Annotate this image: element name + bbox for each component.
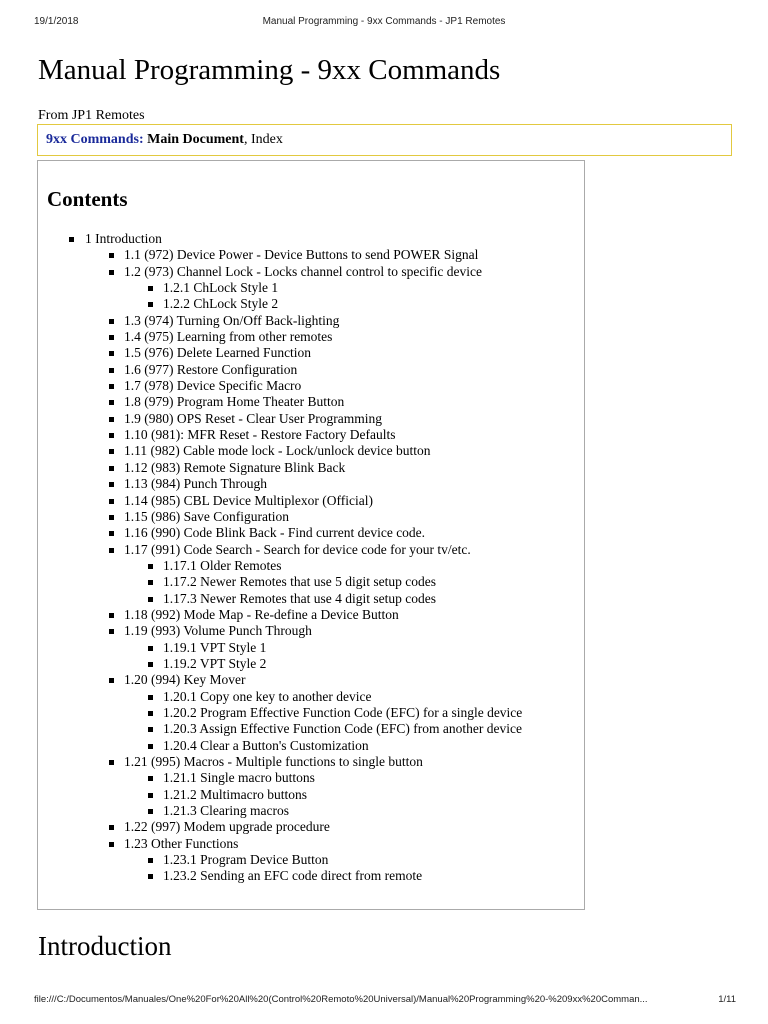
toc-item-link[interactable]: 1.17.3 Newer Remotes that use 4 digit setup codes xyxy=(163,590,436,606)
bullet-icon xyxy=(109,629,114,634)
toc-item-link[interactable]: 1.9 (980) OPS Reset - Clear User Programming xyxy=(124,410,382,426)
toc-item[interactable] xyxy=(38,558,584,574)
toc-item-link[interactable]: 1.15 (986) Save Configuration xyxy=(124,508,289,524)
nav-label: 9xx Commands: xyxy=(46,132,144,147)
bullet-icon xyxy=(109,351,114,356)
from-line: From JP1 Remotes xyxy=(38,108,145,123)
toc-item-link[interactable]: 1.14 (985) CBL Device Multiplexor (Official) xyxy=(124,492,373,508)
toc-item-link[interactable]: 1.2.1 ChLock Style 1 xyxy=(163,280,279,296)
toc-item[interactable] xyxy=(38,460,584,476)
toc-item[interactable] xyxy=(38,689,584,705)
toc-item-link[interactable]: 1.1 (972) Device Power - Device Buttons to send POWER Signal xyxy=(124,247,479,263)
bullet-icon xyxy=(109,270,114,275)
toc-item[interactable] xyxy=(38,329,584,345)
toc-item[interactable] xyxy=(38,705,584,721)
bullet-icon xyxy=(148,646,153,651)
toc-item-link[interactable]: 1.11 (982) Cable mode lock - Lock/unlock device button xyxy=(124,443,431,459)
toc-item-link[interactable]: 1.23.2 Sending an EFC code direct from remote xyxy=(163,868,423,884)
bullet-icon xyxy=(109,531,114,536)
section-heading-introduction: Introduction xyxy=(38,931,172,961)
bullet-icon xyxy=(148,809,153,814)
bullet-icon xyxy=(69,237,74,242)
toc-item[interactable] xyxy=(38,721,584,737)
bullet-icon xyxy=(109,400,114,405)
nav-separator: , xyxy=(243,132,251,147)
bullet-icon xyxy=(148,874,153,879)
toc-item[interactable] xyxy=(38,525,584,541)
nav-box xyxy=(37,124,732,156)
toc-item[interactable] xyxy=(38,247,584,263)
toc-item[interactable] xyxy=(38,819,584,835)
toc-item-link[interactable]: 1.6 (977) Restore Configuration xyxy=(124,361,298,377)
bullet-icon xyxy=(109,515,114,520)
toc-item-link[interactable]: 1.21.3 Clearing macros xyxy=(163,803,289,819)
print-page-title: Manual Programming - 9xx Commands - JP1 Remotes xyxy=(262,16,506,27)
bullet-icon xyxy=(109,842,114,847)
bullet-icon xyxy=(148,662,153,667)
toc-item[interactable] xyxy=(38,394,584,410)
toc-item-link[interactable]: 1.4 (975) Learning from other remotes xyxy=(124,329,333,345)
toc-item[interactable] xyxy=(38,803,584,819)
toc-item[interactable] xyxy=(38,296,584,312)
bullet-icon xyxy=(148,580,153,585)
toc-item-link[interactable]: 1.23.1 Program Device Button xyxy=(163,852,329,868)
toc-item-link[interactable]: 1.18 (992) Mode Map - Re-define a Device Button xyxy=(124,606,399,622)
toc-item-link[interactable]: 1.22 (997) Modem upgrade procedure xyxy=(124,819,330,835)
table-of-contents xyxy=(37,160,585,910)
toc-item-link[interactable]: 1.12 (983) Remote Signature Blink Back xyxy=(124,459,346,475)
page-title: Manual Programming - 9xx Commands xyxy=(38,54,501,86)
toc-item[interactable] xyxy=(38,231,584,247)
toc-item[interactable] xyxy=(38,264,584,280)
toc-item[interactable] xyxy=(38,280,584,296)
bullet-icon xyxy=(109,449,114,454)
bullet-icon xyxy=(109,368,114,373)
bullet-icon xyxy=(148,727,153,732)
bullet-icon xyxy=(109,466,114,471)
toc-item-link[interactable]: 1.23 Other Functions xyxy=(124,835,239,851)
toc-item[interactable] xyxy=(38,754,584,770)
toc-item[interactable] xyxy=(38,656,584,672)
bullet-icon xyxy=(148,302,153,307)
bullet-icon xyxy=(148,858,153,863)
toc-item-link[interactable]: 1.5 (976) Delete Learned Function xyxy=(124,345,312,361)
toc-item[interactable] xyxy=(38,345,584,361)
bullet-icon xyxy=(109,433,114,438)
bullet-icon xyxy=(109,678,114,683)
toc-item-link[interactable]: 1.20.4 Clear a Button's Customization xyxy=(163,737,369,753)
toc-item-link[interactable]: 1.16 (990) Code Blink Back - Find current device code. xyxy=(124,525,426,541)
toc-item[interactable] xyxy=(38,852,584,868)
toc-item-link[interactable]: 1.20 (994) Key Mover xyxy=(124,672,246,688)
bullet-icon xyxy=(109,548,114,553)
toc-item[interactable] xyxy=(38,493,584,509)
bullet-icon xyxy=(148,776,153,781)
toc-item-link[interactable]: 1.20.3 Assign Effective Function Code (EFC) from another device xyxy=(163,721,522,737)
toc-item[interactable] xyxy=(38,574,584,590)
toc-item-link[interactable]: 1.19.2 VPT Style 2 xyxy=(163,655,267,671)
print-footer xyxy=(0,994,768,1008)
toc-item[interactable] xyxy=(38,738,584,754)
toc-item-link[interactable]: 1.2.2 ChLock Style 2 xyxy=(163,296,279,312)
bullet-icon xyxy=(109,499,114,504)
toc-item-link[interactable]: 1.17.2 Newer Remotes that use 5 digit setup codes xyxy=(163,574,436,590)
print-url: file:///C:/Documentos/Manuales/One%20For%20All%20(Control%20Remoto%20Universal)/Manual%20Programming%20-%209xx%20Comman... xyxy=(34,994,648,1005)
toc-item[interactable] xyxy=(38,607,584,623)
nav-main-document-link[interactable]: Main Document xyxy=(147,132,244,147)
toc-item-link[interactable]: 1 Introduction xyxy=(85,231,162,246)
toc-item[interactable] xyxy=(38,623,584,639)
toc-item[interactable] xyxy=(38,378,584,394)
bullet-icon xyxy=(148,564,153,569)
toc-item-link[interactable]: 1.3 (974) Turning On/Off Back-lighting xyxy=(124,312,340,328)
toc-item-link[interactable]: 1.2 (973) Channel Lock - Locks channel control to specific device xyxy=(124,263,483,279)
toc-item[interactable] xyxy=(38,313,584,329)
toc-item-link[interactable]: 1.21.1 Single macro buttons xyxy=(163,770,315,786)
bullet-icon xyxy=(109,319,114,324)
bullet-icon xyxy=(148,793,153,798)
toc-item[interactable] xyxy=(38,770,584,786)
print-header xyxy=(0,16,768,30)
toc-item-link[interactable]: 1.21.2 Multimacro buttons xyxy=(163,786,307,802)
bullet-icon xyxy=(148,695,153,700)
toc-item-link[interactable]: 1.7 (978) Device Specific Macro xyxy=(124,378,302,394)
bullet-icon xyxy=(109,335,114,340)
toc-title: Contents xyxy=(47,187,128,211)
bullet-icon xyxy=(148,597,153,602)
bullet-icon xyxy=(109,613,114,618)
toc-item[interactable] xyxy=(38,640,584,656)
toc-item[interactable] xyxy=(38,591,584,607)
toc-item[interactable] xyxy=(38,672,584,688)
print-page-number: 1/11 xyxy=(718,994,736,1005)
toc-item-link[interactable]: 1.20.2 Program Effective Function Code (EFC) for a single device xyxy=(163,704,523,720)
bullet-icon xyxy=(109,482,114,487)
bullet-icon xyxy=(148,711,153,716)
toc-item-link[interactable]: 1.20.1 Copy one key to another device xyxy=(163,688,372,704)
toc-item[interactable] xyxy=(38,362,584,378)
nav-index-link[interactable]: Index xyxy=(250,132,283,147)
print-date: 19/1/2018 xyxy=(34,16,79,27)
toc-item-link[interactable]: 1.8 (979) Program Home Theater Button xyxy=(124,394,345,410)
toc-item[interactable] xyxy=(38,868,584,884)
toc-item-link[interactable]: 1.19 (993) Volume Punch Through xyxy=(124,623,312,639)
toc-item[interactable] xyxy=(38,787,584,803)
toc-list xyxy=(38,231,584,885)
bullet-icon xyxy=(148,286,153,291)
bullet-icon xyxy=(109,417,114,422)
toc-item[interactable] xyxy=(38,476,584,492)
toc-item-link[interactable]: 1.10 (981): MFR Reset - Restore Factory Defaults xyxy=(124,427,396,443)
toc-item-link[interactable]: 1.13 (984) Punch Through xyxy=(124,476,267,492)
toc-item-link[interactable]: 1.17 (991) Code Search - Search for device code for your tv/etc. xyxy=(124,541,471,557)
bullet-icon xyxy=(109,253,114,258)
bullet-icon xyxy=(109,384,114,389)
bullet-icon xyxy=(109,760,114,765)
toc-item[interactable] xyxy=(38,411,584,427)
bullet-icon xyxy=(148,744,153,749)
toc-item[interactable] xyxy=(38,509,584,525)
toc-item-link[interactable]: 1.21 (995) Macros - Multiple functions to single button xyxy=(124,754,423,769)
bullet-icon xyxy=(109,825,114,830)
toc-item[interactable] xyxy=(38,836,584,852)
toc-item[interactable] xyxy=(38,443,584,459)
toc-item-link[interactable]: 1.17.1 Older Remotes xyxy=(163,557,282,573)
toc-item-link[interactable]: 1.19.1 VPT Style 1 xyxy=(163,639,267,655)
toc-item[interactable] xyxy=(38,427,584,443)
toc-item[interactable] xyxy=(38,542,584,558)
